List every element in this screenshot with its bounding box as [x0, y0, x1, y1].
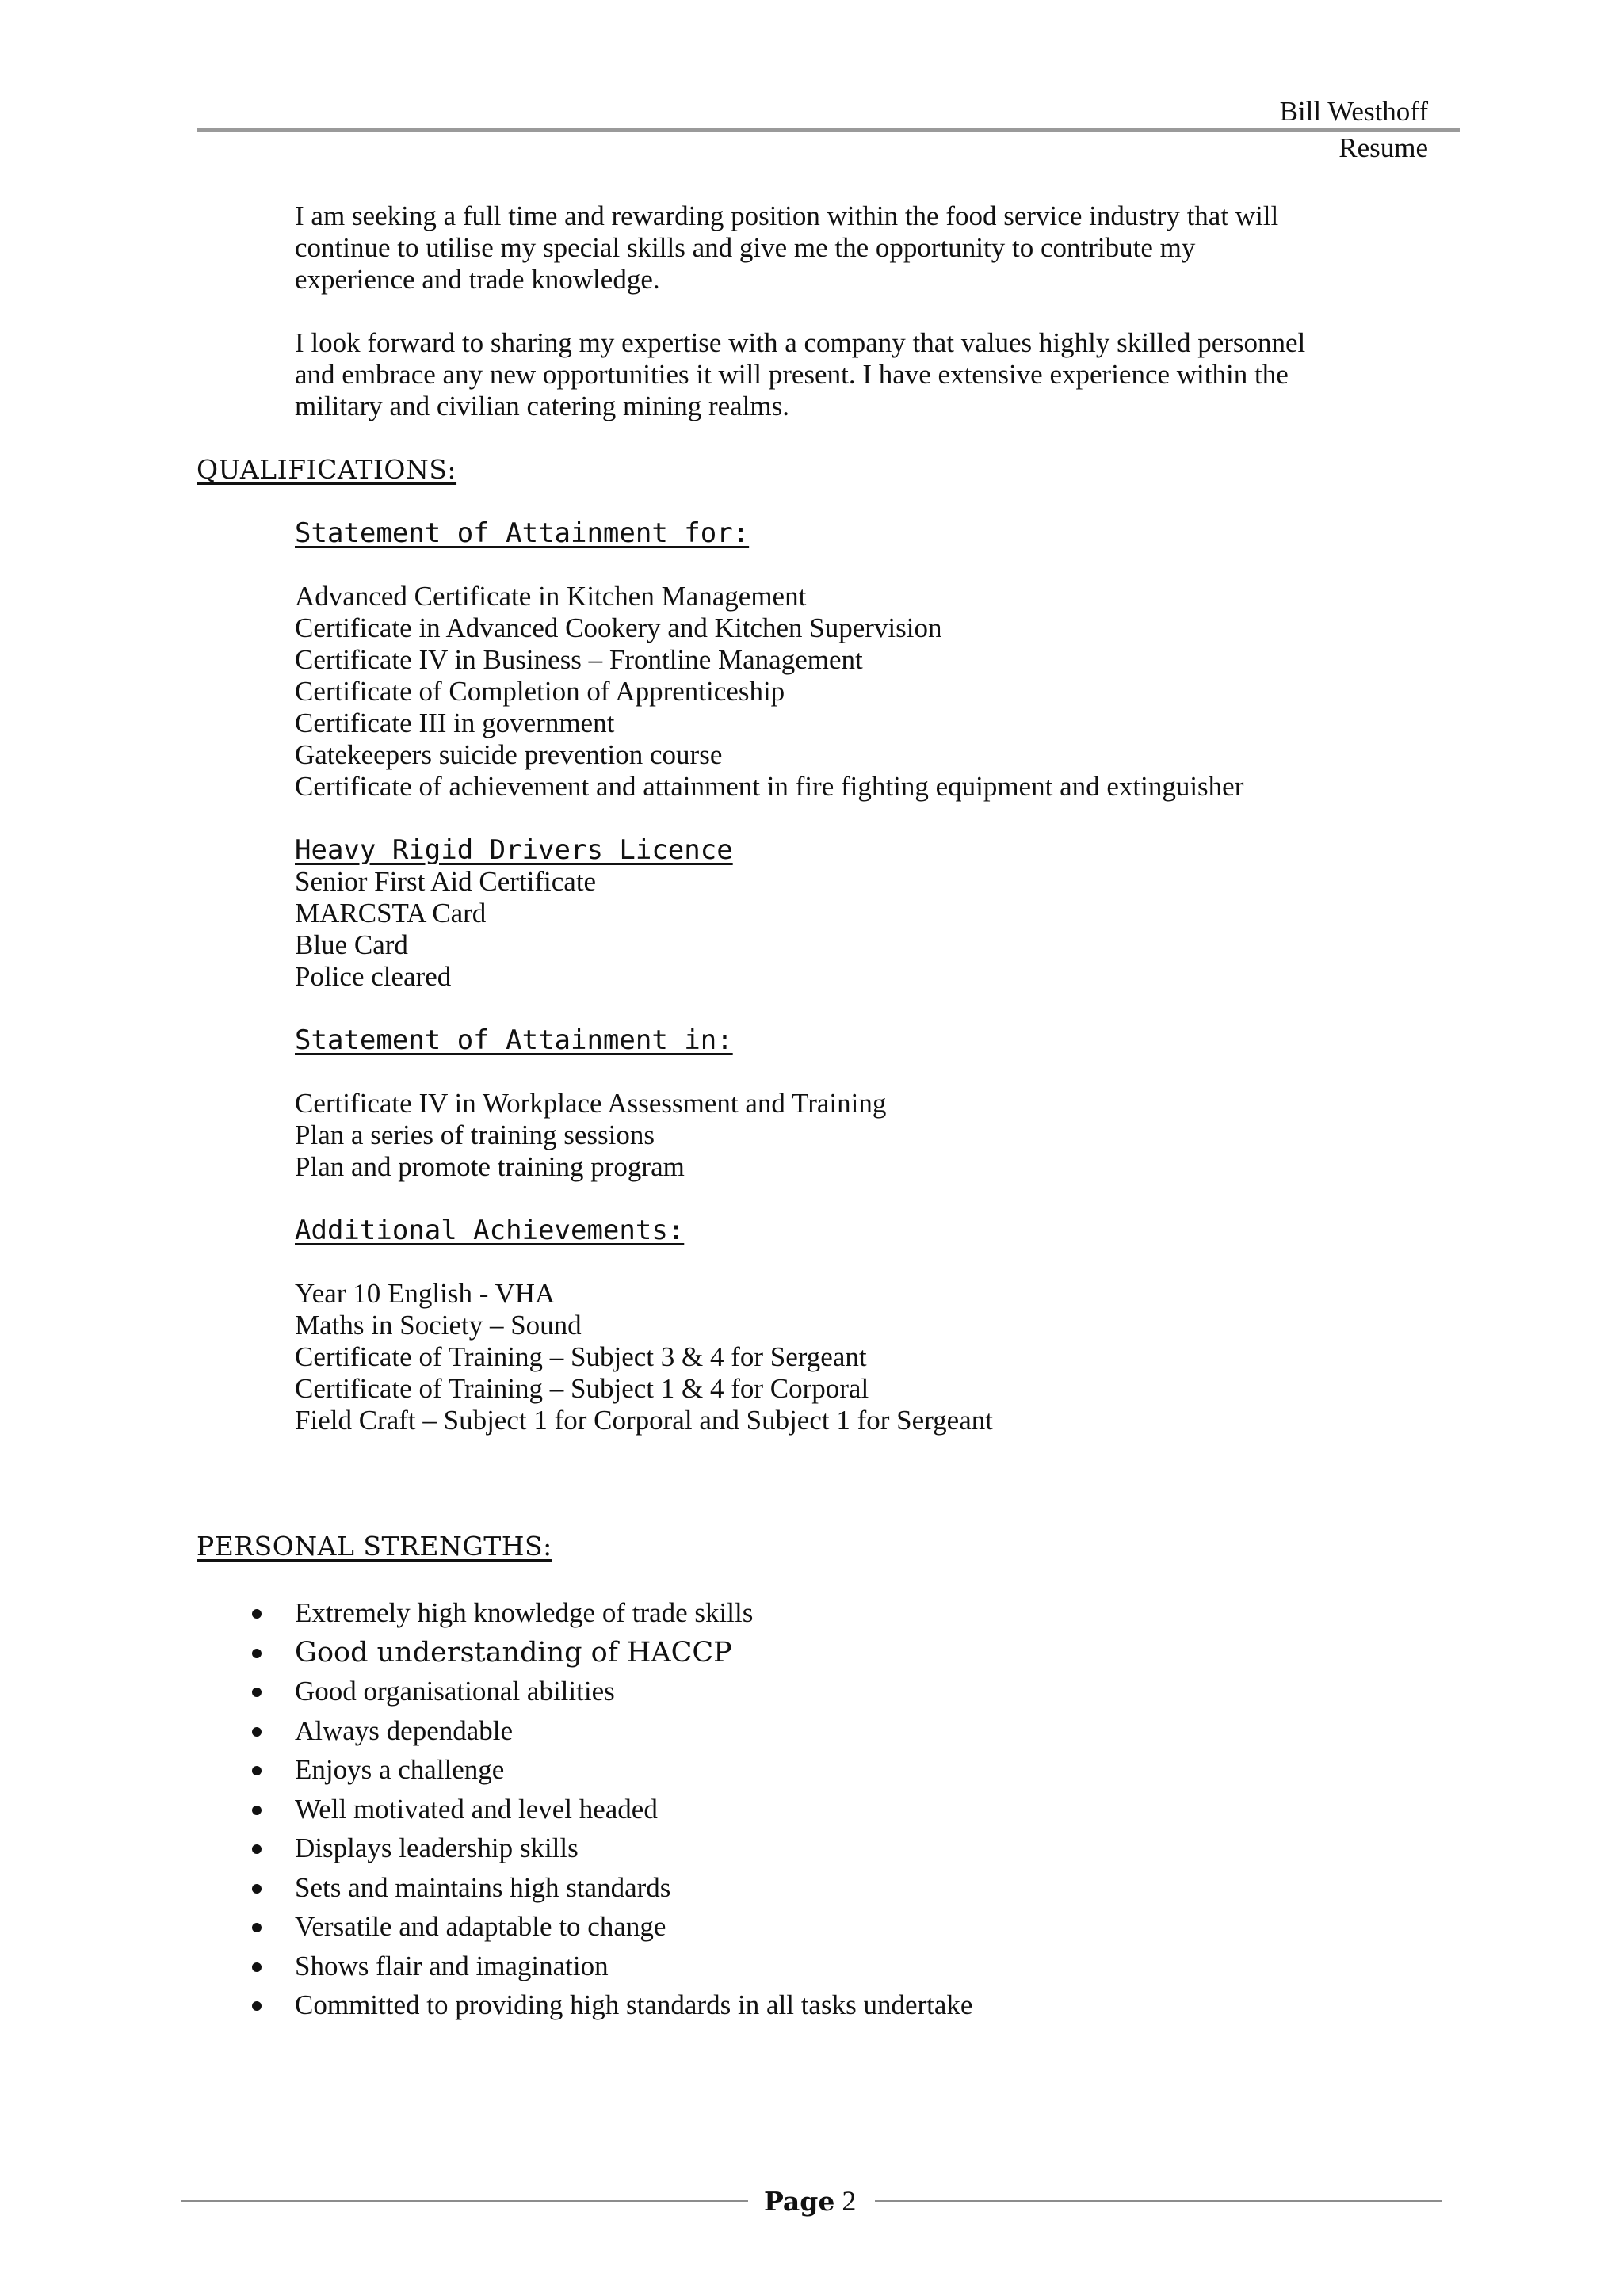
personal-strengths-heading: PERSONAL STRENGTHS:: [197, 1531, 552, 1562]
list-item: [246, 1989, 972, 2029]
strength-text: Displays leadership skills: [295, 1833, 579, 1863]
list-item: [246, 1754, 972, 1794]
list-item: Senior First Aid Certificate: [295, 866, 597, 897]
strength-text: Extremely high knowledge of trade skills: [295, 1597, 754, 1628]
bullet-icon: [252, 1806, 262, 1815]
bullet-icon: [252, 1649, 262, 1658]
list-item: Field Craft – Subject 1 for Corporal and Subject 1 for Sergeant: [295, 1405, 993, 1436]
strength-text: Shows flair and imagination: [295, 1950, 609, 1981]
licence-heading: Heavy Rigid Drivers Licence: [295, 834, 733, 866]
list-item: Police cleared: [295, 961, 452, 992]
list-item: [246, 1597, 972, 1637]
list-item: Certificate of Training – Subject 3 & 4 for Sergeant: [295, 1341, 867, 1372]
bullet-icon: [252, 1844, 262, 1854]
list-item: [246, 1794, 972, 1833]
intro-paragraph-1: [295, 200, 1278, 296]
intro-line: continue to utilise my special skills and give me the opportunity to contribute my: [295, 232, 1196, 263]
header-divider: [197, 128, 1460, 132]
list-item: Maths in Society – Sound: [295, 1310, 582, 1341]
strength-text: Versatile and adaptable to change: [295, 1911, 666, 1942]
bullet-icon: [252, 1962, 262, 1972]
list-item: [246, 1715, 972, 1755]
bullet-icon: [252, 1923, 262, 1932]
list-item: Certificate IV in Workplace Assessment and Training: [295, 1088, 887, 1119]
intro-line: I look forward to sharing my expertise with a company that values highly skilled personnel: [295, 327, 1306, 358]
footer-divider-right: [875, 2200, 1442, 2202]
strengths-list: [246, 1597, 972, 2029]
header-name: Bill Westhoff: [1279, 96, 1428, 127]
list-item: [246, 1676, 972, 1715]
list-item: Advanced Certificate in Kitchen Management: [295, 581, 807, 612]
intro-paragraph-2: [295, 327, 1305, 422]
page-number: [764, 2183, 856, 2219]
list-item: [246, 1872, 972, 1912]
list-item: Certificate of Training – Subject 1 & 4 for Corporal: [295, 1373, 869, 1404]
strength-text: Enjoys a challenge: [295, 1754, 505, 1785]
list-item: Year 10 English - VHA: [295, 1278, 556, 1309]
strength-text: Good organisational abilities: [295, 1676, 615, 1707]
bullet-icon: [252, 1727, 262, 1737]
attainment-in-list: [295, 1088, 886, 1183]
intro-line: experience and trade knowledge.: [295, 264, 660, 295]
bullet-icon: [252, 2001, 262, 2011]
strength-text: Committed to providing high standards in all tasks undertake: [295, 1989, 973, 2020]
list-item: Blue Card: [295, 929, 408, 960]
bullet-icon: [252, 1609, 262, 1619]
list-item: Gatekeepers suicide prevention course: [295, 739, 723, 770]
list-item: Certificate III in government: [295, 707, 615, 738]
strength-text: Good understanding of HACCP: [295, 1636, 732, 1669]
licence-list: [295, 866, 596, 993]
list-item: Plan and promote training program: [295, 1151, 685, 1182]
list-item: MARCSTA Card: [295, 898, 487, 929]
list-item: Plan a series of training sessions: [295, 1119, 655, 1150]
list-item: Certificate IV in Business – Frontline Management: [295, 644, 863, 675]
additional-achievements-heading: Additional Achievements:: [295, 1215, 685, 1246]
footer-divider-left: [181, 2200, 748, 2202]
header-doc-type: Resume: [1338, 132, 1428, 163]
list-item: [246, 1911, 972, 1951]
strength-text: Well motivated and level headed: [295, 1793, 658, 1825]
intro-line: I am seeking a full time and rewarding position within the food service industry that will: [295, 200, 1279, 231]
page-number-value: 2: [842, 2185, 857, 2217]
page-label: Page: [764, 2186, 835, 2217]
strength-text: Always dependable: [295, 1714, 514, 1746]
list-item: [246, 1833, 972, 1872]
bullet-icon: [252, 1884, 262, 1894]
attainment-in-heading: Statement of Attainment in:: [295, 1024, 733, 1056]
list-item: Certificate of Completion of Apprenticeship: [295, 676, 785, 707]
additional-achievements-list: [295, 1278, 993, 1436]
intro-line: military and civilian catering mining realms.: [295, 391, 789, 421]
intro-line: and embrace any new opportunities it will present. I have extensive experience within the: [295, 359, 1289, 390]
list-item: [246, 1637, 972, 1676]
attainment-for-heading: Statement of Attainment for:: [295, 517, 750, 549]
qualifications-heading: QUALIFICATIONS:: [197, 454, 457, 485]
bullet-icon: [252, 1766, 262, 1775]
bullet-icon: [252, 1688, 262, 1697]
list-item: Certificate of achievement and attainment in fire fighting equipment and extinguisher: [295, 771, 1244, 802]
attainment-for-list: [295, 581, 1243, 803]
list-item: [246, 1951, 972, 1990]
strength-text: Sets and maintains high standards: [295, 1871, 671, 1903]
list-item: Certificate in Advanced Cookery and Kitchen Supervision: [295, 612, 942, 643]
